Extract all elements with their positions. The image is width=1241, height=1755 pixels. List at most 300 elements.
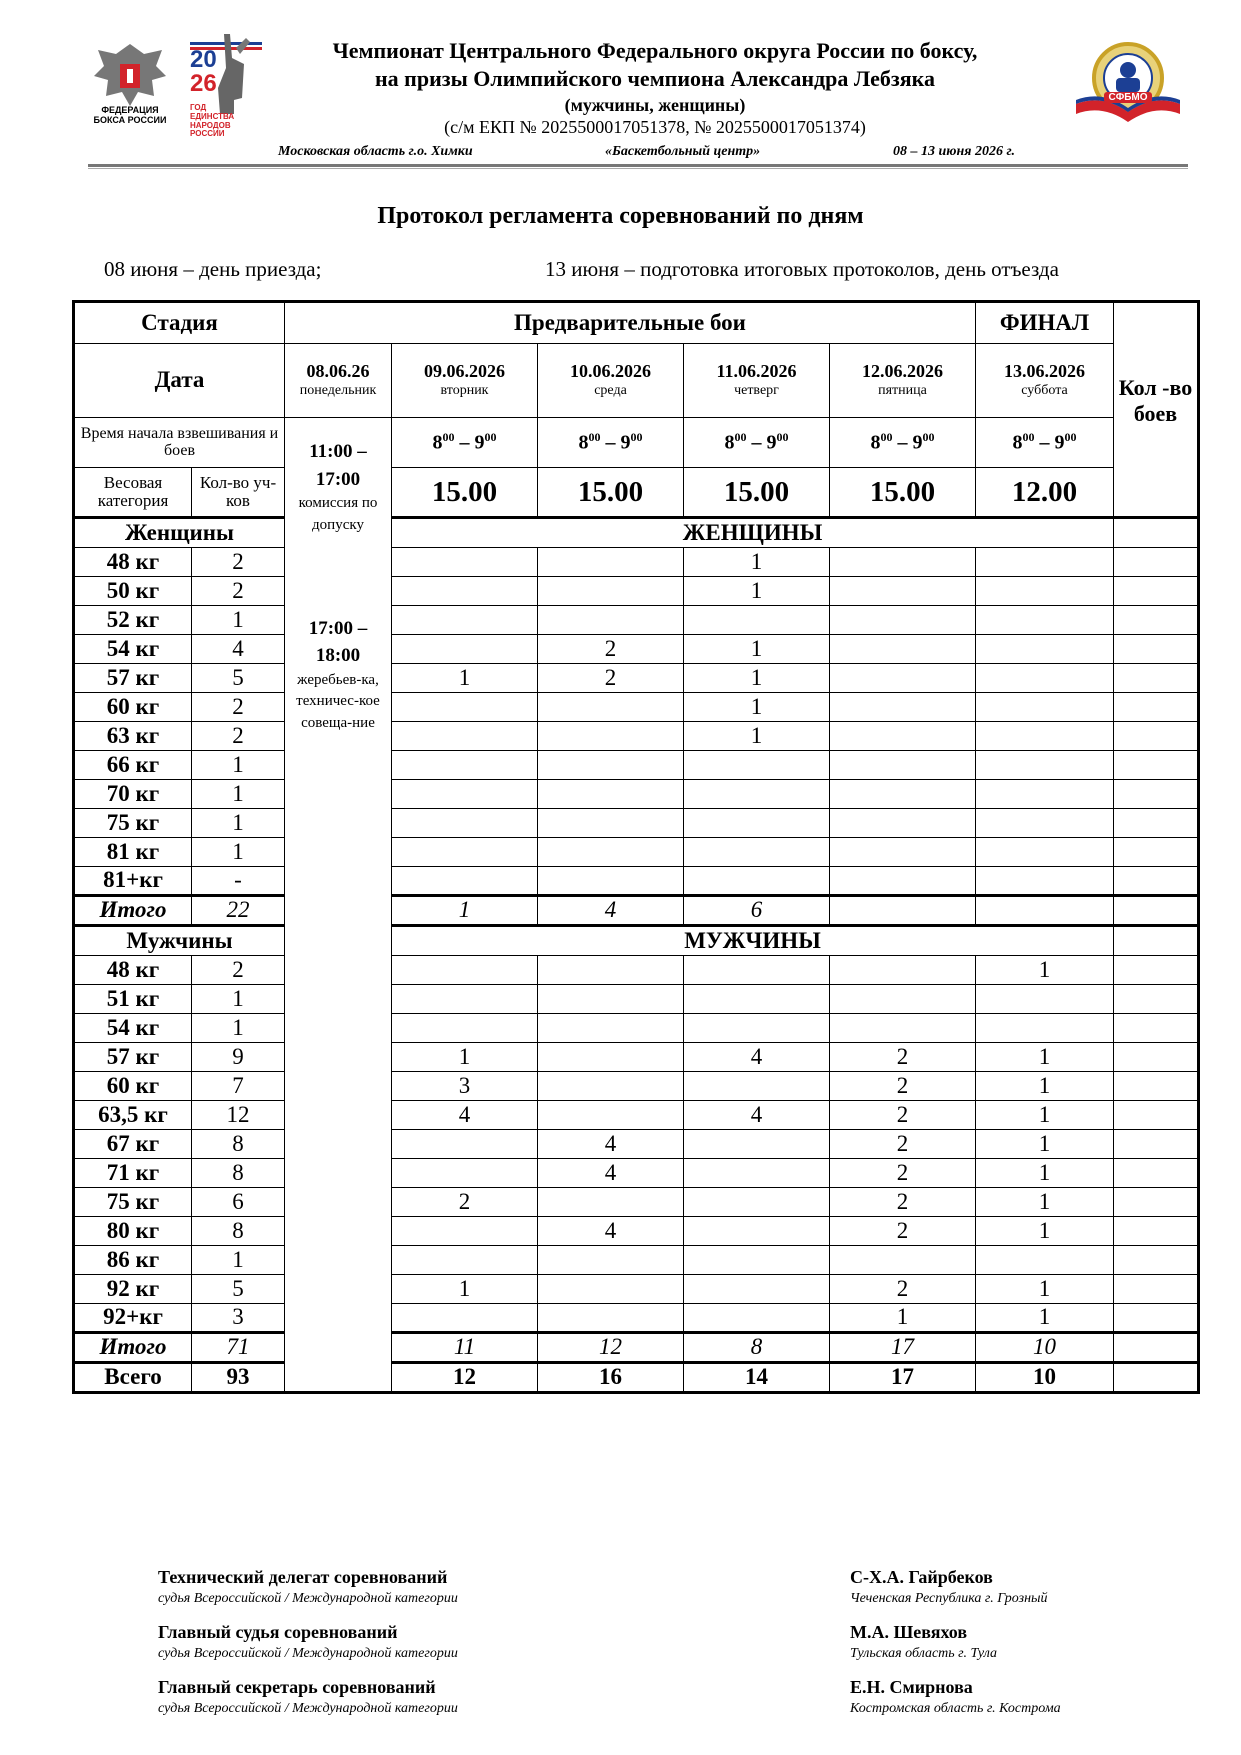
bouts-count-cell xyxy=(1114,838,1199,867)
bouts-cell xyxy=(392,1304,538,1333)
bouts-cell: 1 xyxy=(976,1043,1114,1072)
bouts-count-cell xyxy=(1114,577,1199,606)
bouts-count-cell xyxy=(1114,635,1199,664)
table-row xyxy=(74,751,1199,780)
bouts-cell: 1 xyxy=(976,1217,1114,1246)
bouts-cell xyxy=(684,1246,830,1275)
bouts-cell xyxy=(976,722,1114,751)
total-row xyxy=(74,896,1199,926)
bouts-cell xyxy=(976,664,1114,693)
bouts-cell: 2 xyxy=(830,1072,976,1101)
bouts-cell xyxy=(684,606,830,635)
bouts-cell xyxy=(830,867,976,896)
bout-time: 12.00 xyxy=(976,468,1114,518)
bouts-cell xyxy=(538,1072,684,1101)
bouts-cell: 2 xyxy=(830,1188,976,1217)
bouts-cell xyxy=(392,548,538,577)
participants-count: 2 xyxy=(192,956,285,985)
total-count: 93 xyxy=(192,1363,285,1393)
bouts-cell xyxy=(392,956,538,985)
total-bouts: 17 xyxy=(830,1333,976,1363)
table-row xyxy=(74,867,1199,896)
section-header: МУЖЧИНЫ xyxy=(392,926,1114,956)
bouts-cell xyxy=(538,751,684,780)
bouts-cell xyxy=(830,1246,976,1275)
sfbmo-logo-text: СФБМО xyxy=(1104,92,1152,103)
table-row xyxy=(74,722,1199,751)
bouts-cell xyxy=(538,693,684,722)
table-row xyxy=(74,606,1199,635)
bouts-cell xyxy=(392,751,538,780)
bouts-cell xyxy=(684,1304,830,1333)
participants-count: 2 xyxy=(192,577,285,606)
day1-time-1: 11:00 – 17:00 xyxy=(309,441,367,490)
bouts-cell xyxy=(538,956,684,985)
bouts-count-cell xyxy=(1114,722,1199,751)
bouts-cell: 1 xyxy=(684,577,830,606)
bouts-cell: 2 xyxy=(830,1101,976,1130)
bouts-count-cell xyxy=(1114,1130,1199,1159)
venue: «Баскетбольный центр» xyxy=(605,144,761,159)
bouts-count-cell xyxy=(1114,1246,1199,1275)
weight-category: 75 кг xyxy=(74,1188,192,1217)
total-count: 22 xyxy=(192,896,285,926)
weight-category: 51 кг xyxy=(74,985,192,1014)
bouts-cell xyxy=(684,751,830,780)
participants-count: 5 xyxy=(192,664,285,693)
weight-category: 54 кг xyxy=(74,635,192,664)
day-date: 13.06.2026 xyxy=(1004,361,1085,382)
total-bouts: 6 xyxy=(684,896,830,926)
bouts-cell xyxy=(830,635,976,664)
bouts-cell xyxy=(392,635,538,664)
schedule-table xyxy=(72,300,1200,1394)
bouts-cell: 2 xyxy=(830,1130,976,1159)
participants-count: 1 xyxy=(192,751,285,780)
bouts-count-cell xyxy=(1114,1101,1199,1130)
bouts-cell: 1 xyxy=(976,1101,1114,1130)
day-date: 10.06.2026 xyxy=(570,361,651,382)
total-bouts: 12 xyxy=(538,1333,684,1363)
total-label: Всего xyxy=(74,1363,192,1393)
bouts-cell xyxy=(538,1275,684,1304)
bouts-cell: 1 xyxy=(684,693,830,722)
day-date: 12.06.2026 xyxy=(862,361,943,382)
total-label: Итого xyxy=(74,1333,192,1363)
weighin-time: $8^{00} - 9^{00}$ xyxy=(684,418,830,468)
bouts-count-cell xyxy=(1114,867,1199,896)
weight-category: 48 кг xyxy=(74,956,192,985)
bouts-count-cell xyxy=(1114,896,1199,926)
total-row xyxy=(74,1363,1199,1393)
title-line-1: Чемпионат Центрального Федерального округа России по боксу, xyxy=(332,38,978,63)
table-row xyxy=(74,1159,1199,1188)
table-row xyxy=(74,1072,1199,1101)
bouts-cell xyxy=(392,693,538,722)
bouts-cell: 1 xyxy=(976,1188,1114,1217)
bouts-cell xyxy=(392,838,538,867)
table-row xyxy=(74,635,1199,664)
total-bouts: 8 xyxy=(684,1333,830,1363)
bouts-cell xyxy=(830,1014,976,1043)
weighin-time: $8^{00} - 9^{00}$ xyxy=(830,418,976,468)
weight-category: 81 кг xyxy=(74,838,192,867)
title-line-3: (мужчины, женщины) xyxy=(564,95,746,115)
participants-count: 1 xyxy=(192,780,285,809)
bouts-count-label: Кол -во боев xyxy=(1114,302,1199,518)
fbr-logo-text: ФЕДЕРАЦИЯ БОКСА РОССИИ xyxy=(93,105,167,125)
bouts-cell xyxy=(976,1246,1114,1275)
bouts-cell xyxy=(392,985,538,1014)
bouts-cell xyxy=(392,1246,538,1275)
signature-category: судья Всероссийской / Международной категории xyxy=(158,1701,458,1716)
bouts-cell xyxy=(684,1130,830,1159)
participants-count: 2 xyxy=(192,693,285,722)
weight-category: 75 кг xyxy=(74,809,192,838)
total-bouts: 10 xyxy=(976,1363,1114,1393)
participants-count: 12 xyxy=(192,1101,285,1130)
bouts-count-cell xyxy=(1114,1072,1199,1101)
participants-count: 1 xyxy=(192,1246,285,1275)
bouts-cell xyxy=(538,548,684,577)
bouts-cell xyxy=(830,985,976,1014)
bouts-cell xyxy=(392,722,538,751)
day1-note-2: жеребьев-ка, техничес-кое совеща-ние xyxy=(296,671,380,732)
bouts-cell xyxy=(392,606,538,635)
bouts-cell xyxy=(538,577,684,606)
bouts-count-cell xyxy=(1114,1014,1199,1043)
participants-count: 6 xyxy=(192,1188,285,1217)
table-row xyxy=(74,1043,1199,1072)
participants-count: 1 xyxy=(192,985,285,1014)
day1-schedule xyxy=(285,418,392,1393)
header-divider xyxy=(88,164,1188,167)
bouts-count-cell xyxy=(1114,809,1199,838)
total-count: 71 xyxy=(192,1333,285,1363)
signature-region: Костромская область г. Кострома xyxy=(850,1701,1061,1716)
total-bouts: 11 xyxy=(392,1333,538,1363)
participants-count: 4 xyxy=(192,635,285,664)
bouts-cell xyxy=(976,867,1114,896)
fbr-logo xyxy=(88,36,172,132)
total-bouts: 14 xyxy=(684,1363,830,1393)
table-row xyxy=(74,1217,1199,1246)
table-row xyxy=(74,838,1199,867)
year-2026-top: 20 xyxy=(190,46,217,73)
bouts-cell xyxy=(976,1014,1114,1043)
total-bouts xyxy=(976,896,1114,926)
bouts-cell xyxy=(976,780,1114,809)
participants-count: - xyxy=(192,867,285,896)
table-row xyxy=(74,548,1199,577)
bouts-cell: 4 xyxy=(538,1130,684,1159)
weight-category: 70 кг xyxy=(74,780,192,809)
bouts-cell xyxy=(538,780,684,809)
signature-category: судья Всероссийской / Международной категории xyxy=(158,1646,458,1661)
bouts-count-cell xyxy=(1114,1217,1199,1246)
bouts-cell: 1 xyxy=(976,1159,1114,1188)
bouts-cell xyxy=(392,1217,538,1246)
bouts-cell xyxy=(830,577,976,606)
day-header-2 xyxy=(538,344,684,418)
total-bouts: 12 xyxy=(392,1363,538,1393)
signature-role: Главный секретарь соревнований xyxy=(158,1677,436,1697)
bout-time: 15.00 xyxy=(684,468,830,518)
bouts-cell: 4 xyxy=(538,1217,684,1246)
weight-category: 63 кг xyxy=(74,722,192,751)
bouts-cell xyxy=(392,1159,538,1188)
total-row xyxy=(74,1333,1199,1363)
bout-time: 15.00 xyxy=(830,468,976,518)
bouts-cell xyxy=(538,1043,684,1072)
participants-count: 5 xyxy=(192,1275,285,1304)
day-date: 11.06.2026 xyxy=(716,361,797,382)
bouts-cell xyxy=(976,751,1114,780)
bouts-cell xyxy=(830,751,976,780)
weighin-time: $8^{00} - 9^{00}$ xyxy=(392,418,538,468)
participants-count: 9 xyxy=(192,1043,285,1072)
day-weekday: вторник xyxy=(440,383,489,399)
signature-name: Е.Н. Смирнова xyxy=(850,1677,973,1697)
title-line-4: (с/м ЕКП № 2025500017051378, № 2025500017051374) xyxy=(444,117,866,137)
section-label: Мужчины xyxy=(74,926,285,956)
bouts-cell: 2 xyxy=(830,1275,976,1304)
day1-time-2: 17:00 – 18:00 xyxy=(308,617,368,667)
stage-label: Стадия xyxy=(74,302,285,344)
day-header-5 xyxy=(976,344,1114,418)
bouts-cell xyxy=(976,548,1114,577)
bouts-cell: 1 xyxy=(684,664,830,693)
table-row xyxy=(74,1275,1199,1304)
participants-count: 1 xyxy=(192,606,285,635)
weight-category: 92+кг xyxy=(74,1304,192,1333)
bouts-cell xyxy=(684,867,830,896)
weight-category: 71 кг xyxy=(74,1159,192,1188)
weighin-time: $8^{00} - 9^{00}$ xyxy=(976,418,1114,468)
bouts-cell xyxy=(684,1275,830,1304)
bouts-cell xyxy=(538,838,684,867)
participants-count: 3 xyxy=(192,1304,285,1333)
table-row xyxy=(74,693,1199,722)
day-date: 08.06.26 xyxy=(306,361,370,382)
bouts-cell xyxy=(830,838,976,867)
bouts-cell xyxy=(830,548,976,577)
total-bouts: 1 xyxy=(392,896,538,926)
participants-count: 7 xyxy=(192,1072,285,1101)
bouts-cell: 2 xyxy=(538,664,684,693)
signature-role: Главный судья соревнований xyxy=(158,1622,398,1642)
document-title: Протокол регламента соревнований по дням xyxy=(377,203,864,229)
bouts-cell: 1 xyxy=(976,956,1114,985)
day-date: 09.06.2026 xyxy=(424,361,505,382)
departure-note: 13 июня – подготовка итоговых протоколов, день отъезда xyxy=(545,257,1059,281)
bouts-cell: 1 xyxy=(684,722,830,751)
bouts-count-cell xyxy=(1114,1304,1199,1333)
year-2026-text: ГОД ЕДИНСТВА НАРОДОВ РОССИИ xyxy=(190,103,235,139)
bouts-count-cell xyxy=(1114,548,1199,577)
sfbmo-logo xyxy=(1072,38,1184,130)
event-dates: 08 – 13 июня 2026 г. xyxy=(893,144,1015,159)
table-row xyxy=(74,664,1199,693)
bouts-cell xyxy=(830,780,976,809)
bouts-cell xyxy=(830,809,976,838)
bouts-cell xyxy=(976,693,1114,722)
total-label: Итого xyxy=(74,896,192,926)
bouts-cell xyxy=(538,809,684,838)
bouts-count-cell xyxy=(1114,664,1199,693)
bouts-cell xyxy=(684,956,830,985)
weight-category: 54 кг xyxy=(74,1014,192,1043)
bouts-cell xyxy=(538,1101,684,1130)
arrival-note: 08 июня – день приезда; xyxy=(104,257,322,281)
bouts-cell xyxy=(976,838,1114,867)
bouts-cell xyxy=(392,1014,538,1043)
participants-count: 8 xyxy=(192,1130,285,1159)
weight-category: 80 кг xyxy=(74,1217,192,1246)
signature-region: Тульская область г. Тула xyxy=(850,1646,998,1661)
bouts-cell: 1 xyxy=(684,548,830,577)
year-2026-bottom: 26 xyxy=(190,70,217,97)
weight-category: 48 кг xyxy=(74,548,192,577)
bouts-cell xyxy=(538,722,684,751)
bouts-cell xyxy=(976,809,1114,838)
bouts-cell xyxy=(830,664,976,693)
bouts-cell: 1 xyxy=(830,1304,976,1333)
bouts-count-cell xyxy=(1114,751,1199,780)
weight-category: 81+кг xyxy=(74,867,192,896)
bouts-cell xyxy=(392,809,538,838)
bouts-cell xyxy=(684,780,830,809)
date-label: Дата xyxy=(74,344,285,418)
table-row xyxy=(74,1188,1199,1217)
bouts-count-cell xyxy=(1114,926,1199,956)
bout-time: 15.00 xyxy=(392,468,538,518)
bouts-count-cell xyxy=(1114,1363,1199,1393)
bouts-cell xyxy=(538,1014,684,1043)
bouts-cell xyxy=(392,577,538,606)
total-bouts: 10 xyxy=(976,1333,1114,1363)
bouts-count-cell xyxy=(1114,956,1199,985)
bouts-cell xyxy=(538,606,684,635)
bouts-count-cell xyxy=(1114,1275,1199,1304)
section-label: Женщины xyxy=(74,518,285,548)
bouts-cell xyxy=(538,1304,684,1333)
bouts-cell xyxy=(830,606,976,635)
bouts-cell: 1 xyxy=(976,1304,1114,1333)
weight-category: 86 кг xyxy=(74,1246,192,1275)
weight-category: 52 кг xyxy=(74,606,192,635)
bouts-cell xyxy=(684,838,830,867)
bouts-cell: 2 xyxy=(830,1043,976,1072)
bouts-cell: 1 xyxy=(392,664,538,693)
bouts-count-cell xyxy=(1114,780,1199,809)
bouts-cell: 4 xyxy=(684,1043,830,1072)
participants-count-label: Кол-во уч-ков xyxy=(192,468,285,518)
weighin-time: $8^{00} - 9^{00}$ xyxy=(538,418,684,468)
day-weekday: суббота xyxy=(1021,383,1068,399)
bouts-cell: 2 xyxy=(830,1159,976,1188)
section-header: ЖЕНЩИНЫ xyxy=(392,518,1114,548)
title-line-2: на призы Олимпийского чемпиона Александра Лебзяка xyxy=(375,66,935,91)
weight-category: 67 кг xyxy=(74,1130,192,1159)
bouts-cell: 1 xyxy=(976,1072,1114,1101)
day-header-0 xyxy=(285,344,392,418)
bouts-count-cell xyxy=(1114,1159,1199,1188)
bouts-cell: 1 xyxy=(392,1043,538,1072)
prelim-label: Предварительные бои xyxy=(285,302,976,344)
bouts-cell xyxy=(538,867,684,896)
signature-name: М.А. Шевяхов xyxy=(850,1622,968,1642)
table-row xyxy=(74,985,1199,1014)
day1-note-1: комиссия по допуску xyxy=(298,495,378,533)
total-bouts: 4 xyxy=(538,896,684,926)
bouts-cell xyxy=(538,1188,684,1217)
bouts-cell xyxy=(830,956,976,985)
bouts-cell: 1 xyxy=(392,1275,538,1304)
bouts-count-cell xyxy=(1114,606,1199,635)
final-label: ФИНАЛ xyxy=(976,302,1114,344)
header-divider-thin xyxy=(88,168,1188,169)
bouts-cell xyxy=(976,985,1114,1014)
weight-category: 57 кг xyxy=(74,1043,192,1072)
bouts-cell xyxy=(538,1246,684,1275)
bouts-cell: 2 xyxy=(538,635,684,664)
weight-category-label: Весовая категория xyxy=(74,468,192,518)
bouts-cell: 2 xyxy=(830,1217,976,1246)
participants-count: 8 xyxy=(192,1217,285,1246)
bouts-cell: 4 xyxy=(538,1159,684,1188)
participants-count: 8 xyxy=(192,1159,285,1188)
weight-category: 60 кг xyxy=(74,1072,192,1101)
bouts-cell xyxy=(684,1159,830,1188)
bouts-cell: 4 xyxy=(684,1101,830,1130)
day-weekday: четверг xyxy=(734,383,779,399)
day-weekday: пятница xyxy=(878,383,927,399)
weight-category: 60 кг xyxy=(74,693,192,722)
bouts-cell xyxy=(976,577,1114,606)
participants-count: 1 xyxy=(192,1014,285,1043)
weight-category: 57 кг xyxy=(74,664,192,693)
total-bouts: 17 xyxy=(830,1363,976,1393)
weighin-label: Время начала взвешивания и боев xyxy=(74,418,285,468)
signature-name: С-Х.А. Гайрбеков xyxy=(850,1567,993,1587)
bouts-count-cell xyxy=(1114,518,1199,548)
bouts-cell xyxy=(684,985,830,1014)
signature-category: судья Всероссийской / Международной категории xyxy=(158,1591,458,1606)
bouts-count-cell xyxy=(1114,693,1199,722)
weight-category: 92 кг xyxy=(74,1275,192,1304)
weight-category: 66 кг xyxy=(74,751,192,780)
bouts-cell xyxy=(538,985,684,1014)
day-header-1 xyxy=(392,344,538,418)
bout-time: 15.00 xyxy=(538,468,684,518)
bouts-count-cell xyxy=(1114,1333,1199,1363)
bouts-cell: 1 xyxy=(976,1130,1114,1159)
day-weekday: понедельник xyxy=(299,383,377,399)
day-weekday: среда xyxy=(594,383,627,399)
bouts-cell: 1 xyxy=(684,635,830,664)
table-row xyxy=(74,1014,1199,1043)
bouts-cell xyxy=(830,722,976,751)
weight-category: 50 кг xyxy=(74,577,192,606)
table-row xyxy=(74,1304,1199,1333)
bouts-cell xyxy=(830,693,976,722)
bouts-cell xyxy=(392,780,538,809)
table-row xyxy=(74,956,1199,985)
signature-region: Чеченская Республика г. Грозный xyxy=(850,1591,1048,1606)
bouts-cell xyxy=(392,867,538,896)
participants-count: 2 xyxy=(192,722,285,751)
